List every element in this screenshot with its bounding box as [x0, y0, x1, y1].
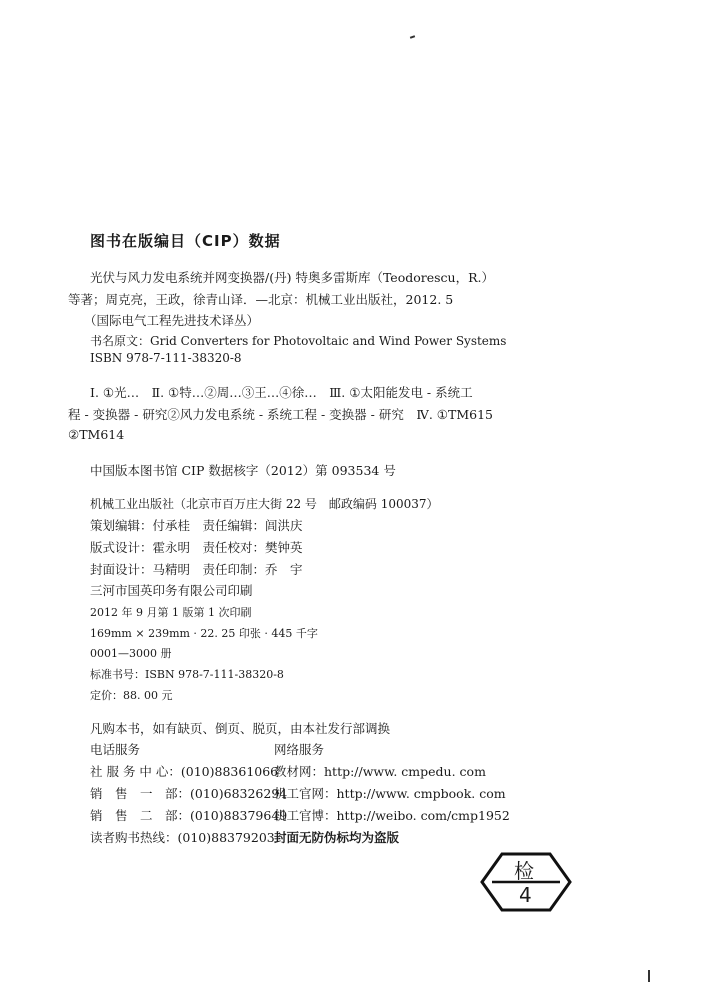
printer-name: 三河市国英印务有限公司印刷	[90, 583, 253, 598]
phone-service-heading: 电话服务	[90, 742, 141, 757]
classification-line: 程 - 变换器 - 研究②风力发电系统 - 系统工程 - 变换器 - 研究 Ⅳ. ①TM615	[68, 407, 493, 422]
classification-line: Ⅰ. ①光… Ⅱ. ①特…②周…③王…④徐… Ⅲ. ①太阳能发电 - 系统工	[90, 385, 473, 400]
inspection-stamp	[478, 852, 574, 912]
service-center-phone: 社 服 务 中 心：(010)88361066	[90, 764, 279, 779]
edition-info: 2012 年 9 月第 1 版第 1 次印刷	[90, 606, 252, 619]
cover-credits: 封面设计：马精明 责任印制：乔 宇	[90, 562, 303, 577]
format-info: 169mm × 239mm · 22. 25 印张 · 445 千字	[90, 627, 318, 640]
network-service-heading: 网络服务	[274, 742, 325, 757]
anti-counterfeit-notice: 封面无防伪标均为盗版	[274, 830, 400, 845]
design-credits: 版式设计：霍永明 责任校对：樊钟英	[90, 540, 303, 555]
cip-entry-line: 等著；周克亮，王政，徐青山译．—北京：机械工业出版社，2012. 5	[68, 292, 454, 307]
publisher-address: 机械工业出版社（北京市百万庄大街 22 号 邮政编码 100037）	[90, 497, 439, 511]
official-website: 机工官网：http://www. cmpbook. com	[274, 786, 506, 801]
reader-hotline: 读者购书热线：(010)88379203	[90, 830, 275, 845]
cip-entry-original-title: 书名原文：Grid Converters for Photovoltaic and Wind Power Systems	[90, 334, 507, 348]
scan-speck	[648, 970, 650, 982]
classification-line: ②TM614	[68, 427, 125, 442]
cip-entry-isbn: ISBN 978-7-111-38320-8	[90, 351, 242, 365]
cip-verification-number: 中国版本图书馆 CIP 数据核字（2012）第 093534 号	[90, 463, 396, 478]
stamp-top-text: 检	[514, 859, 534, 883]
official-weibo: 机工官博：http://weibo. com/cmp1952	[274, 808, 510, 823]
stamp-number: 4	[519, 883, 532, 907]
cip-title: 图书在版编目（CIP）数据	[90, 232, 281, 250]
cip-entry-line: 光伏与风力发电系统并网变换器/(丹) 特奥多雷斯库（Teodorescu，R.）	[90, 270, 494, 285]
editor-credits: 策划编辑：付承桂 责任编辑：闾洪庆	[90, 518, 303, 533]
replacement-notice: 凡购本书，如有缺页、倒页、脱页，由本社发行部调换	[90, 721, 391, 736]
sales-dept-2-phone: 销 售 二 部：(010)88379649	[90, 808, 288, 823]
cip-entry-series: （国际电气工程先进技术译丛）	[84, 313, 260, 328]
scan-speck	[410, 35, 415, 39]
standard-isbn: 标准书号：ISBN 978-7-111-38320-8	[90, 668, 284, 681]
sales-dept-1-phone: 销 售 一 部：(010)68326294	[90, 786, 288, 801]
textbook-website: 教材网：http://www. cmpedu. com	[274, 764, 486, 779]
price: 定价：88. 00 元	[90, 689, 173, 702]
copies-info: 0001—3000 册	[90, 647, 172, 660]
